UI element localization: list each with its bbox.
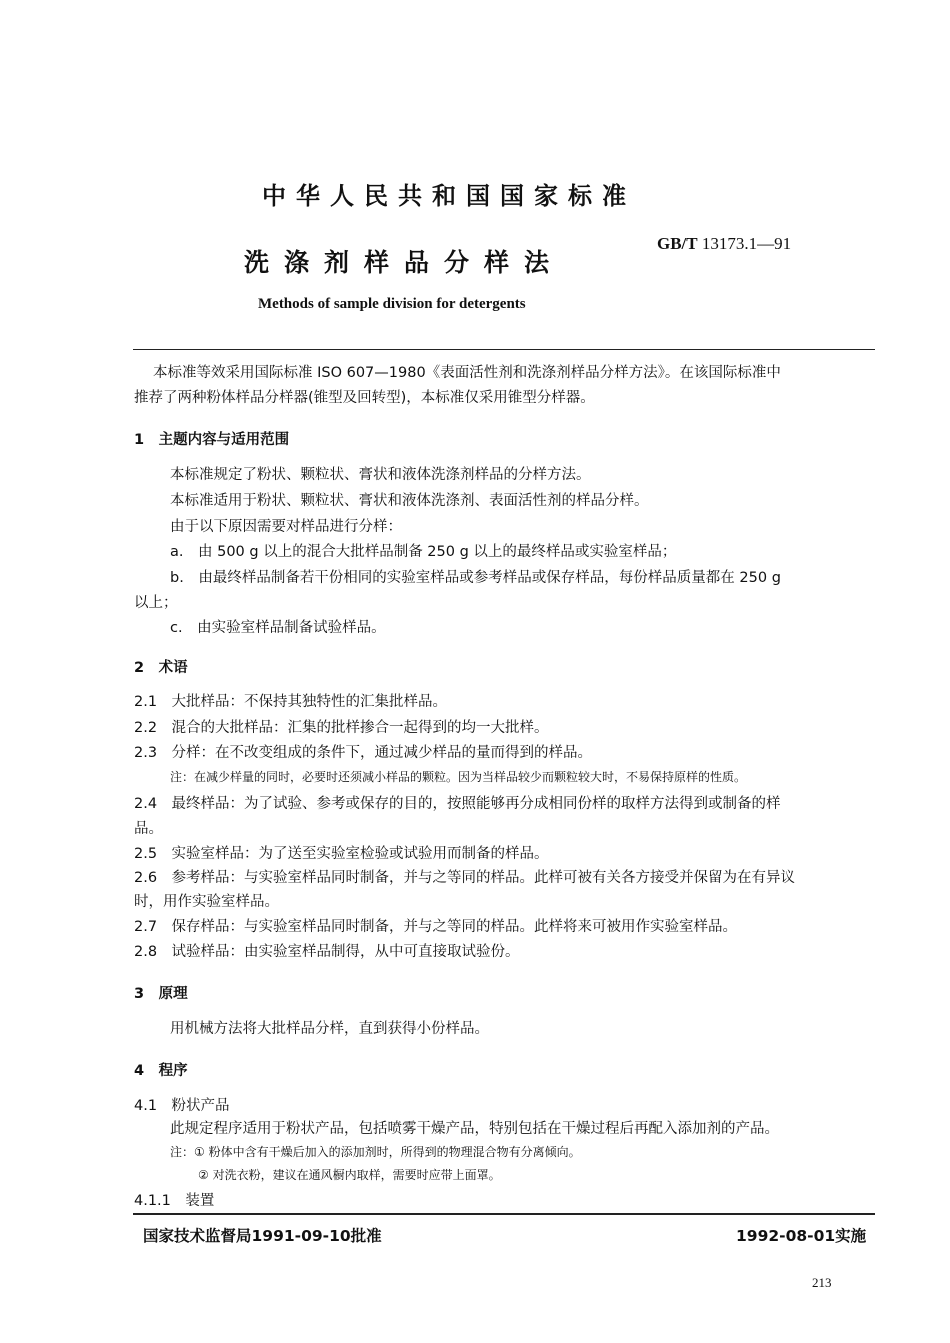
list-item: b. 由最终样品制备若干份相同的实验室样品或参考样品或保存样品，每份样品质量都在 250 g	[170, 570, 781, 586]
note-line: 注：① 粉体中含有干燥后加入的添加剂时，所得到的物理混合物有分离倾向。	[170, 1145, 581, 1159]
document-title: 洗涤剂样品分样法	[244, 248, 565, 277]
paragraph-line: 由于以下原因需要对样品进行分样：	[170, 519, 402, 535]
paragraph-line: 用机械方法将大批样品分样，直到获得小份样品。	[170, 1021, 489, 1037]
subsection-heading: 4.1 粉状产品	[134, 1098, 230, 1114]
header-rule	[133, 349, 875, 350]
definition-line: 2.4 最终样品：为了试验、参考或保存的目的，按照能够再分成相同份样的取样方法得到或制备的样	[134, 796, 781, 812]
definition-line: 2.8 试验样品：由实验室样品制得，从中可直接取试验份。	[134, 944, 520, 960]
implementation-date: 1992-08-01实施	[736, 1227, 867, 1245]
list-item: c. 由实验室样品制备试验样品。	[170, 620, 386, 636]
english-title: Methods of sample division for detergents	[258, 296, 526, 312]
note-line: 注：在减少样量的同时，必要时还须减小样品的颗粒。因为当样品较少而颗粒较大时，不易保持原样的性质。	[170, 770, 747, 784]
note-line: ② 对洗衣粉，建议在通风橱内取样，需要时应带上面罩。	[198, 1168, 501, 1182]
intro-line: 推荐了两种粉体样品分样器(锥型及回转型)，本标准仅采用锥型分样器。	[134, 390, 595, 406]
definition-line: 2.6 参考样品：与实验室样品同时制备，并与之等同的样品。此样可被有关各方接受并保留为在有异议	[134, 870, 796, 886]
paragraph-line: 本标准适用于粉状、颗粒状、膏状和液体洗涤剂、表面活性剂的样品分样。	[170, 493, 649, 509]
intro-line: 本标准等效采用国际标准 ISO 607—1980《表面活性剂和洗涤剂样品分样方法》。在该国际标准中	[153, 365, 781, 381]
paragraph-line: 本标准规定了粉状、颗粒状、膏状和液体洗涤剂样品的分样方法。	[170, 467, 591, 483]
standard-code: 13173.1—91	[701, 234, 792, 253]
standard-agency-title: 中华人民共和国国家标准	[262, 182, 636, 210]
approval-date: 国家技术监督局1991-09-10批准	[143, 1227, 382, 1245]
standard-number	[657, 234, 791, 254]
definition-continuation: 品。	[134, 821, 163, 837]
section-heading: 4 程序	[134, 1063, 188, 1079]
standard-prefix: GB/T	[657, 234, 698, 253]
footer-rule	[133, 1213, 875, 1215]
definition-line: 2.3 分样：在不改变组成的条件下，通过减少样品的量而得到的样品。	[134, 745, 593, 761]
list-item-continuation: 以上；	[134, 595, 178, 611]
section-heading: 2 术语	[134, 660, 188, 676]
section-heading: 3 原理	[134, 986, 188, 1002]
definition-line: 2.5 实验室样品：为了送至实验室检验或试验用而制备的样品。	[134, 846, 549, 862]
page-number: 213	[812, 1275, 832, 1290]
definition-line: 2.1 大批样品：不保持其独特性的汇集批样品。	[134, 694, 448, 710]
paragraph-line: 此规定程序适用于粉状产品，包括喷雾干燥产品，特别包括在干燥过程后再配入添加剂的产品。	[170, 1121, 779, 1137]
definition-line: 2.7 保存样品：与实验室样品同时制备，并与之等同的样品。此样将来可被用作实验室样品。	[134, 919, 738, 935]
definition-continuation: 时，用作实验室样品。	[134, 894, 279, 910]
definition-line: 2.2 混合的大批样品：汇集的批样掺合一起得到的均一大批样。	[134, 720, 549, 736]
list-item: a. 由 500 g 以上的混合大批样品制备 250 g 以上的最终样品或实验室样品；	[170, 544, 677, 560]
section-heading: 1 主题内容与适用范围	[134, 432, 290, 448]
subsection-heading: 4.1.1 装置	[134, 1193, 215, 1209]
